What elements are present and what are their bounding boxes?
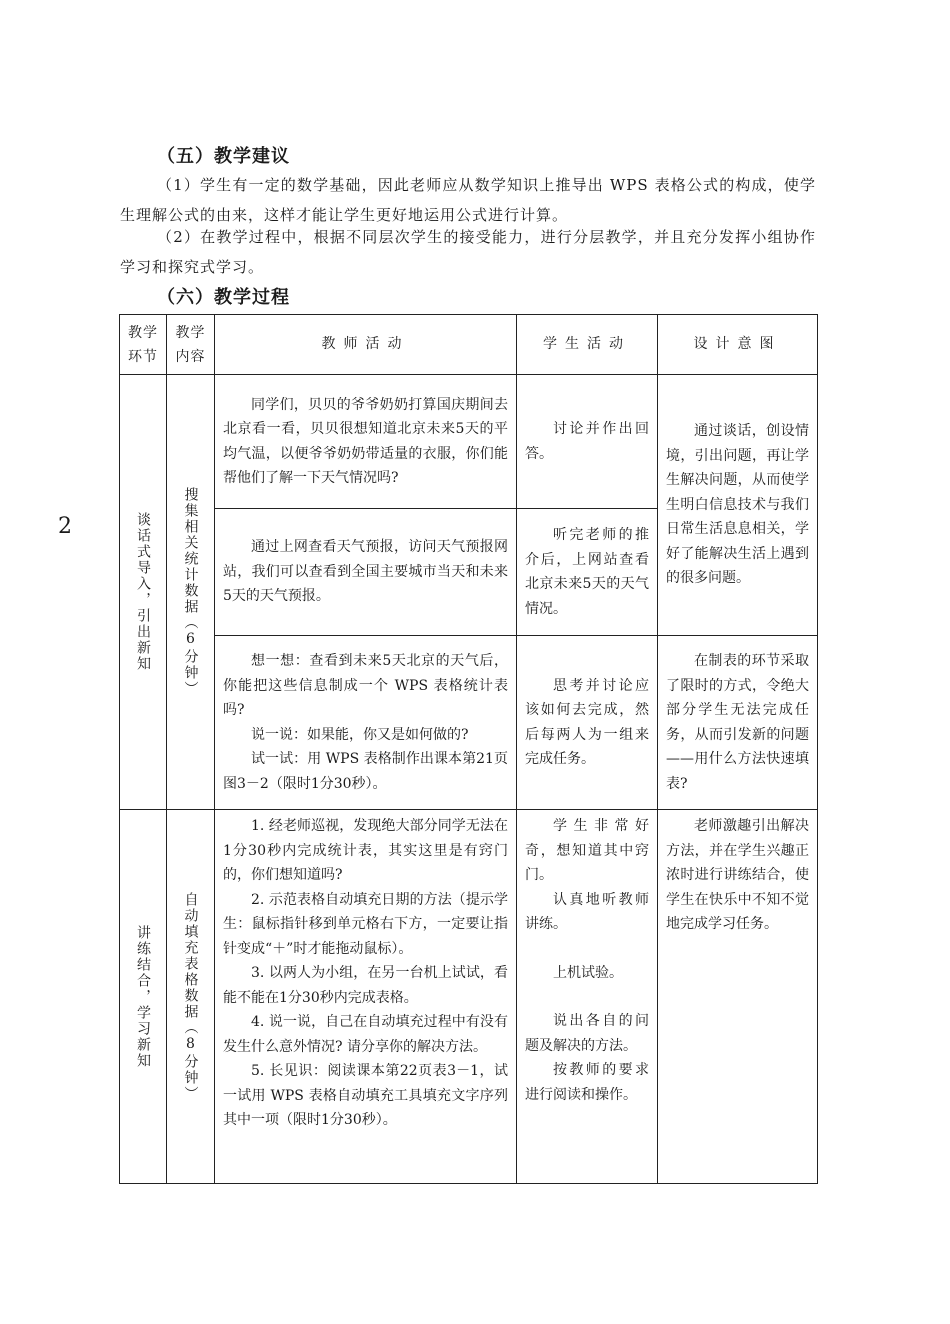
student-activity-cell: 听完老师的推介后，上网站查看北京未来5天的天气情况。 — [517, 509, 658, 636]
section-heading-teaching-process: （六）教学过程 — [157, 287, 290, 308]
teacher-activity-cell: 1. 经老师巡视，发现绝大部分同学无法在1分30秒内完成统计表，其实这里是有窍门的，你们想知道吗? 2. 示范表格自动填充日期的方法（提示学生：鼠标指针移到单元格右下方，一定要让指针变成“＋”时才能拖动鼠标）。 3. 以两人为小组，在另一台机上试试，看能不能在1分30秒内完成表格。 4. 说一说，自己在自动填充过程中有没有发生什么意外情况? 请分享你的解决方法。 5. 长见识：阅读课本第22页表3－1，试一试用 WPS 表格自动填充工具填充文字序列其中一项（限时1分30秒）。 — [215, 810, 517, 1184]
teacher-activity-cell: 想一想：查看到未来5天北京的天气后，你能把这些信息制成一个 WPS 表格统计表吗? 说一说：如果能，你又是如何做的? 试一试：用 WPS 表格制作出课本第21页图3－2（限时1分30秒）。 — [215, 636, 517, 810]
design-intent-cell: 通过谈话，创设情境，引出问题，再让学生解决问题，从而使学生明白信息技术与我们日常生活息息相关，学好了能解决生活上遇到的很多问题。 — [658, 375, 818, 636]
student-activity-cell: 讨论并作出回答。 — [517, 375, 658, 509]
student-activity-cell: 思考并讨论应该如何去完成，然后每两人为一组来完成任务。 — [517, 636, 658, 810]
teaching-process-table — [119, 314, 818, 1184]
header-content: 教学 内容 — [167, 315, 215, 375]
page-number: 2 — [58, 514, 72, 539]
header-stage: 教学 环节 — [120, 315, 167, 375]
table-row — [120, 375, 818, 509]
table-header-row — [120, 315, 818, 375]
design-intent-cell: 老师激趣引出解决方法，并在学生兴趣正浓时进行讲练结合，使学生在快乐中不知不觉地完成学习任务。 — [658, 810, 818, 1184]
stage-cell-intro: 谈话式导入，引出新知 — [120, 375, 167, 810]
header-teacher-activity: 教师活动 — [215, 315, 517, 375]
header-student-activity: 学生活动 — [517, 315, 658, 375]
suggestion-paragraph-1: （1）学生有一定的数学基础，因此老师应从数学知识上推导出 WPS 表格公式的构成，使学生理解公式的由来，这样才能让学生更好地运用公式进行计算。 — [120, 176, 816, 224]
header-design-intent: 设计意图 — [658, 315, 818, 375]
design-intent-cell: 在制表的环节采取了限时的方式，令绝大部分学生无法完成任务，从而引发新的问题——用什么方法快速填表? — [658, 636, 818, 810]
content-cell-autofill: 自动填充表格数据（8分钟） — [167, 810, 215, 1184]
teacher-activity-cell: 同学们，贝贝的爷爷奶奶打算国庆期间去北京看一看，贝贝很想知道北京未来5天的平均气温，以便爷爷奶奶带适量的衣服，你们能帮他们了解一下天气情况吗? — [215, 375, 517, 509]
table-row — [120, 810, 818, 1184]
stage-cell-practice: 讲练结合，学习新知 — [120, 810, 167, 1184]
suggestion-paragraph-2: （2）在教学过程中，根据不同层次学生的接受能力，进行分层教学，并且充分发挥小组协作学习和探究式学习。 — [120, 228, 816, 276]
section-heading-teaching-suggestions: （五）教学建议 — [157, 146, 290, 167]
student-activity-cell: 学生非常好奇，想知道其中窍门。 认真地听教师讲练。 上机试验。 说出各自的问题及解决的方法。 按教师的要求进行阅读和操作。 — [517, 810, 658, 1184]
content-cell-collect-data: 搜集相关统计数据（6分钟） — [167, 375, 215, 810]
teacher-activity-cell: 通过上网查看天气预报，访问天气预报网站，我们可以查看到全国主要城市当天和未来5天的天气预报。 — [215, 509, 517, 636]
table-row — [120, 636, 818, 810]
